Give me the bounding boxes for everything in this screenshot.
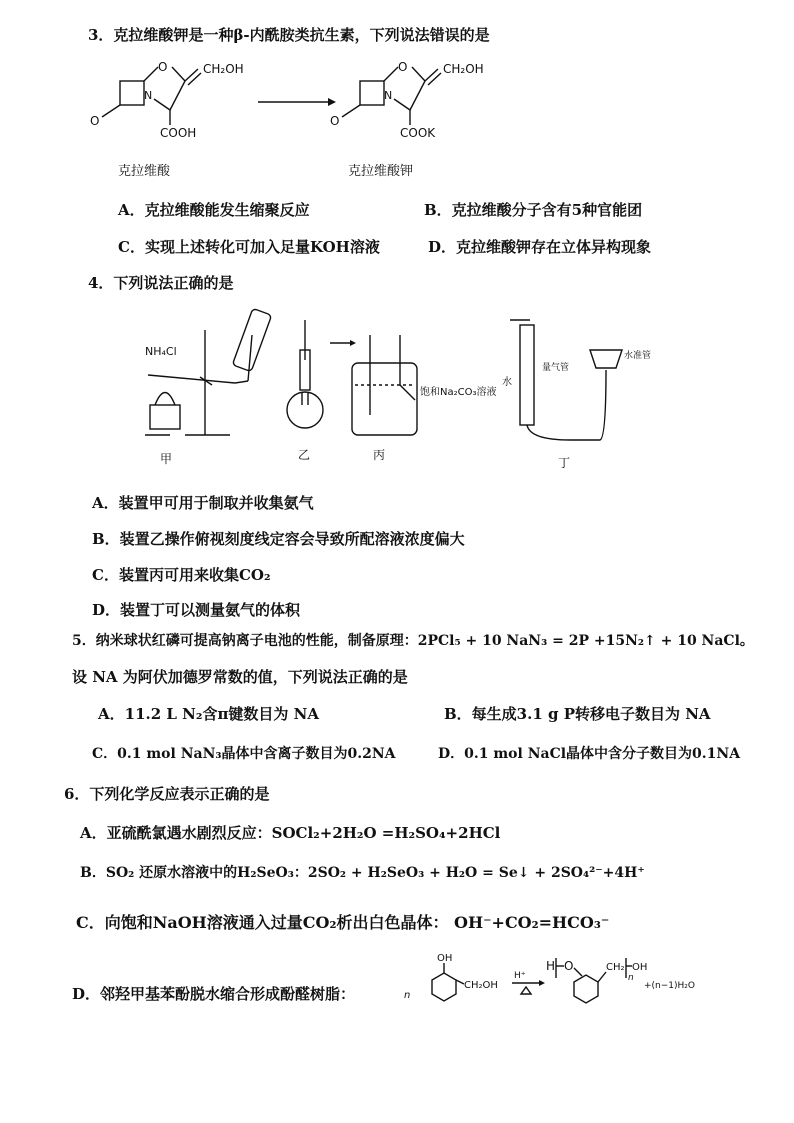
q6-product-ch2: CH₂ xyxy=(606,962,625,973)
q4-option-b: B．装置乙操作俯视刻度线定容会导致所配溶液浓度偏大 xyxy=(92,530,465,548)
q5-option-a: A．11.2 L N₂含π键数目为 NA xyxy=(98,705,319,723)
q3-left-label: 克拉维酸 xyxy=(118,164,171,179)
ding-tube-label: 量气管 xyxy=(542,363,570,373)
q4-option-a: A．装置甲可用于制取并收集氨气 xyxy=(92,494,314,512)
q4-option-c: C．装置丙可用来收集CO₂ xyxy=(92,566,271,584)
q6-product-n-sub: n xyxy=(628,973,634,983)
q6-product-oh: OH xyxy=(632,962,648,973)
apparatus-bing-label: 丙 xyxy=(373,448,386,462)
q5-option-c: C．0.1 mol NaN₃晶体中含离子数目为0.2NA xyxy=(92,746,396,762)
q6-h-plus: H⁺ xyxy=(514,971,526,981)
ding-water-label: 水 xyxy=(502,377,512,388)
apparatus-bing xyxy=(330,325,500,445)
q6-option-d: D．邻羟甲基苯酚脱水缩合形成酚醛树脂： xyxy=(72,985,356,1003)
q3-option-b: B．克拉维酸分子含有5种官能团 xyxy=(424,201,643,219)
q3-option-a: A．克拉维酸能发生缩聚反应 xyxy=(118,201,310,219)
q6-product-h: H xyxy=(546,959,556,973)
phenolic-resin-scheme xyxy=(404,950,744,1020)
q3-option-c: C．实现上述转化可加入足量KOH溶液 xyxy=(118,238,380,256)
q4-option-d: D．装置丁可以测量氨气的体积 xyxy=(92,601,301,619)
q3-left-ch2oh: CH₂OH xyxy=(203,62,244,76)
ding-shuizhunguan-label: 水准管 xyxy=(624,351,652,361)
q6-reactant-n: n xyxy=(404,990,411,1001)
q3-right-cook: COOK xyxy=(400,126,436,140)
q6-option-b: B．SO₂ 还原水溶液中的H₂SeO₃：2SO₂ + H₂SeO₃ + H₂O = Se↓ + 2SO₄²⁻+4H⁺ xyxy=(80,865,645,881)
bing-solution-label: 饱和Na₂CO₃溶液 xyxy=(420,387,497,398)
q5-option-b: B．每生成3.1 g P转移电子数目为 NA xyxy=(444,705,711,723)
q3-left-n: N xyxy=(144,89,153,102)
q3-left-o-carbonyl: O xyxy=(90,114,100,128)
q5-stem-line2: 设 NA 为阿伏加德罗常数的值，下列说法正确的是 xyxy=(72,668,408,686)
q6-product-o: O xyxy=(564,959,574,973)
apparatus-jia-label: 甲 xyxy=(160,452,173,466)
clavulanic-acid-structure xyxy=(80,55,280,155)
q5-stem-line1: 5．纳米球状红磷可提高钠离子电池的性能，制备原理：2PCl₅ + 10 NaN₃ = 2P +15N₂↑ + 10 NaCl。 xyxy=(72,633,754,649)
nh4cl-label: NH₄Cl xyxy=(145,345,177,358)
apparatus-ding xyxy=(490,310,650,460)
q6-stem: 6．下列化学反应表示正确的是 xyxy=(64,785,270,803)
q6-reactant-ch2oh: CH₂OH xyxy=(464,980,498,991)
q6-option-a: A．亚硫酰氯遇水剧烈反应：SOCl₂+2H₂O =H₂SO₄+2HCl xyxy=(80,824,501,842)
q3-right-o: O xyxy=(398,60,408,74)
q3-right-ch2oh: CH₂OH xyxy=(443,62,484,76)
apparatus-jia xyxy=(130,305,290,465)
q5-option-d: D．0.1 mol NaCl晶体中含分子数目为0.1NA xyxy=(438,746,741,762)
q3-right-o-carbonyl: O xyxy=(330,114,340,128)
apparatus-yi xyxy=(280,320,330,440)
q3-stem: 3．克拉维酸钾是一种β-内酰胺类抗生素，下列说法错误的是 xyxy=(88,26,490,44)
q3-right-label: 克拉维酸钾 xyxy=(348,164,414,179)
apparatus-ding-label: 丁 xyxy=(558,456,571,470)
q3-left-o: O xyxy=(158,60,168,74)
q3-option-d: D．克拉维酸钾存在立体异构现象 xyxy=(428,238,652,256)
q6-water: +(n−1)H₂O xyxy=(644,981,695,991)
potassium-clavulanate-structure xyxy=(320,55,520,155)
q6-reactant-oh: OH xyxy=(437,953,453,964)
q6-option-c: C．向饱和NaOH溶液通入过量CO₂析出白色晶体： OH⁻+CO₂=HCO₃⁻ xyxy=(76,913,610,932)
q3-left-cooh: COOH xyxy=(160,126,197,140)
q3-right-n: N xyxy=(384,89,393,102)
q4-stem: 4．下列说法正确的是 xyxy=(88,274,234,292)
apparatus-yi-label: 乙 xyxy=(298,448,311,462)
